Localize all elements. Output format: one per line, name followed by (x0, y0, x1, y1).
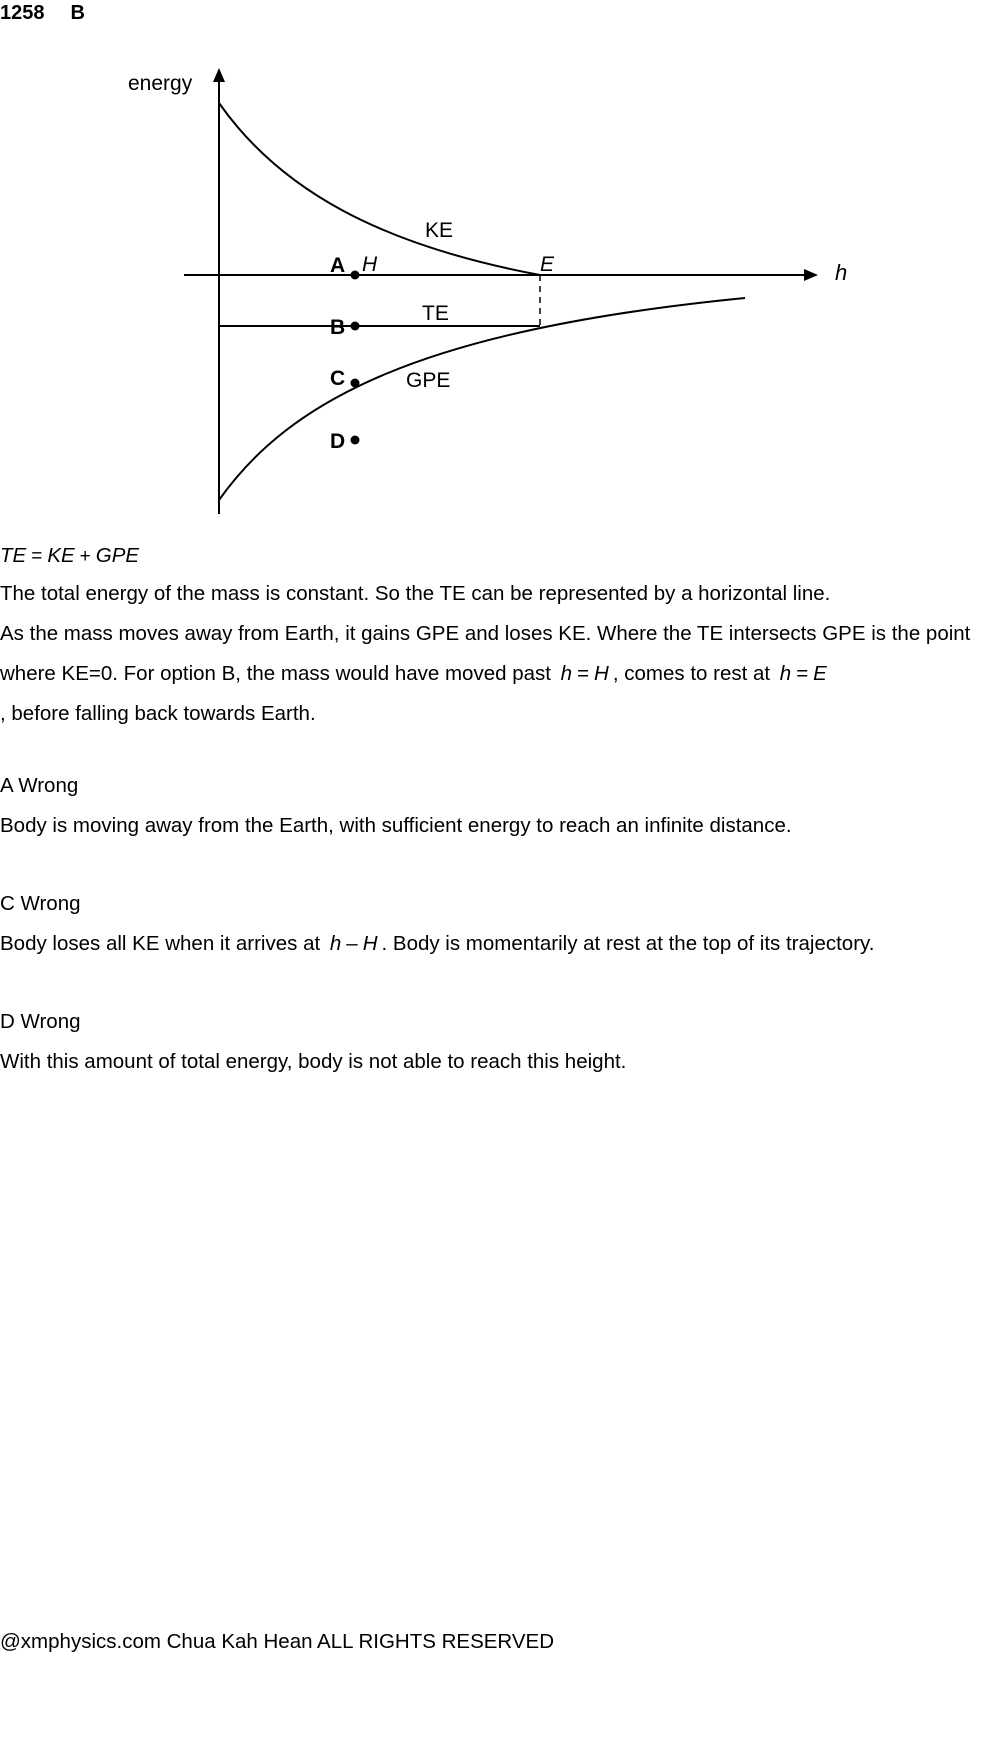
gpe-label: GPE (406, 369, 451, 392)
x-axis-label: h (835, 260, 848, 285)
option-c-title: C Wrong (0, 892, 81, 915)
ke-label: KE (425, 219, 454, 242)
point-c (351, 379, 360, 388)
option-a-text: Body is moving away from the Earth, with sufficient energy to reach an infinite distance. (0, 814, 792, 837)
x-axis-arrow (804, 269, 818, 281)
option-d-title: D Wrong (0, 1010, 81, 1033)
explanation (0, 574, 1001, 734)
point-b-label: B (330, 316, 346, 339)
copyright-footer: @xmphysics.com Chua Kah Hean ALL RIGHTS RESERVED (0, 1630, 555, 1653)
point-a (351, 271, 360, 280)
math-h-equals-E: h = E (779, 662, 827, 685)
eq-ke: KE (47, 544, 75, 567)
option-d-text: With this amount of total energy, body is not able to reach this height. (0, 1050, 627, 1073)
gpe-curve (219, 298, 745, 500)
point-c-label: C (330, 367, 346, 390)
energy-diagram (0, 60, 880, 530)
math-h-minus-H: h – H (329, 932, 378, 955)
question-header (0, 2, 85, 25)
point-d-label: D (330, 430, 346, 453)
option-a-title: A Wrong (0, 774, 79, 797)
explanation-mid: , comes to rest at (612, 662, 776, 685)
point-d (351, 436, 360, 445)
option-c-block (0, 884, 874, 964)
y-axis-label: energy (128, 72, 193, 95)
eq-gpe: GPE (95, 544, 140, 567)
y-axis-arrow (213, 68, 225, 82)
point-a-label: A (330, 254, 346, 277)
ke-curve (219, 103, 540, 275)
option-a-block (0, 766, 792, 846)
math-h-equals-H: h = H (560, 662, 609, 685)
explanation-line-1: The total energy of the mass is constant. So the TE can be represented by a horizontal line. (0, 582, 831, 605)
point-b (351, 322, 360, 331)
eq-equals: = (31, 546, 43, 567)
question-number: 1258 (0, 2, 45, 24)
option-c-text: Body loses all KE when it arrives at h – H . Body is momentarily at rest at the top of its trajectory. (0, 932, 875, 955)
explanation-end: , before falling back towards Earth. (0, 702, 316, 725)
explanation-line-2 (0, 614, 1001, 694)
eq-plus: + (79, 546, 91, 567)
eq-te: TE (0, 544, 27, 567)
e-mark: E (540, 253, 555, 276)
energy-equation (0, 536, 139, 577)
option-d-block (0, 1002, 626, 1082)
explanation-text: As the mass moves away from Earth, it gains GPE and loses KE. Where the TE intersects GPE is the point where KE=0. For option B, the mass would have moved past (0, 622, 971, 685)
answer-label: B (70, 2, 85, 24)
te-label: TE (422, 302, 449, 325)
h-mark: H (362, 253, 378, 276)
